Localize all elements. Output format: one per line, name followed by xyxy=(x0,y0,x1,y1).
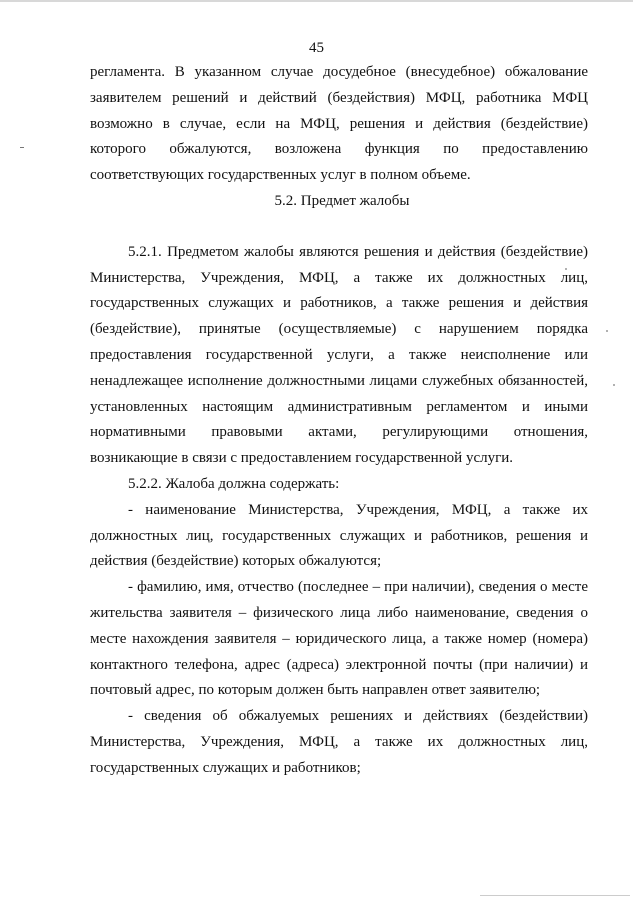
paragraph-5-2-1: 5.2.1. Предметом жалобы являются решения и действия (бездействие) Министерства, Учреждения, МФЦ, а также их должностных лиц, государственных служащих и работников, а также решения и действия (бездействие), принятые (осуществляемые) с нарушением порядка предоставления государственной услуги, а также неисполнение или ненадлежащее исполнение должностными лицами служебных обязанностей, установленных настоящим административным регламентом и иными нормативными правовыми актами, регулирующими отношения, возникающие в связи с предоставлением государственной услуги. xyxy=(90,243,588,467)
scan-margin-mark xyxy=(20,147,24,148)
scan-edge-line xyxy=(480,895,630,896)
paragraph-continuation: регламента. В указанном случае досудебное (внесудебное) обжалование заявителем решений и действий (бездействия) МФЦ, работника МФЦ возможно в случае, если на МФЦ, решения и действия (бездействие) которого обжалуются, возложена функция по предоставлению соответствующих государственных услуг в полном объеме. xyxy=(90,64,588,184)
list-item-name: - наименование Министерства, Учреждения, МФЦ, а также их должностных лиц, государственных служащих и работников, решения и действия (бездействие) которых обжалуются; xyxy=(90,501,588,570)
scan-speck xyxy=(613,384,615,386)
document-body xyxy=(90,60,588,782)
scan-speck xyxy=(606,330,608,332)
paragraph-5-2-2: 5.2.2. Жалоба должна содержать: xyxy=(128,475,340,492)
page-number: 45 xyxy=(309,40,324,56)
list-item-applicant: - фамилию, имя, отчество (последнее – при наличии), сведения о месте жительства заявителя – физического лица либо наименование, сведения о месте нахождения заявителя – юридического лица, а также номер (номера) контактного телефона, адрес (адреса) электронной почты (при наличии) и почтовый адрес, по которым должен быть направлен ответ заявителю; xyxy=(90,579,588,699)
section-heading: 5.2. Предмет жалобы xyxy=(274,192,410,209)
scan-border xyxy=(0,0,633,2)
scan-speck xyxy=(565,268,567,270)
list-item-decisions: - сведения об обжалуемых решениях и действиях (бездействии) Министерства, Учреждения, МФЦ, а также их должностных лиц, государственных служащих и работников; xyxy=(90,708,588,776)
blank-line xyxy=(90,215,588,240)
